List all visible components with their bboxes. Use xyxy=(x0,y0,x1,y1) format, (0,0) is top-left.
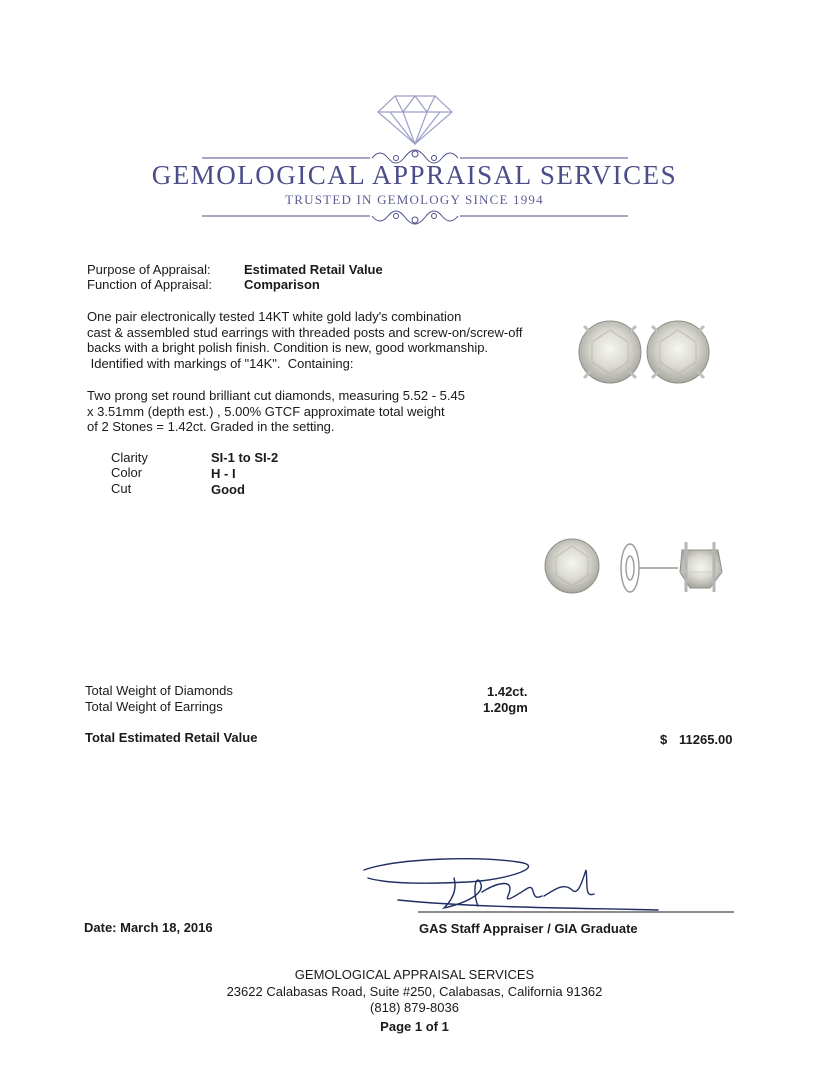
bottom-ornament-icon xyxy=(202,211,628,224)
total-earrings-label: Total Weight of Earrings xyxy=(85,699,223,714)
cut-label: Cut xyxy=(111,481,132,496)
function-label: Function of Appraisal: xyxy=(87,277,213,292)
total-earrings-value: 1.20gm xyxy=(483,700,528,715)
retail-currency: $ xyxy=(660,732,668,747)
diamond-stud-top-view xyxy=(545,539,599,593)
function-value: Comparison xyxy=(244,277,320,292)
purpose-label: Purpose of Appraisal: xyxy=(87,262,211,277)
total-diamonds-label: Total Weight of Diamonds xyxy=(85,683,233,698)
screw-back-icon xyxy=(621,544,678,592)
diamond-stud-right xyxy=(647,321,709,383)
diamond-description xyxy=(87,388,557,435)
clarity-value: SI-1 to SI-2 xyxy=(211,450,279,465)
diamond-stud-left xyxy=(579,321,641,383)
diamond-line: x 3.51mm (depth est.) , 5.00% GTCF approximate total weight xyxy=(87,403,445,419)
description-line: backs with a bright polish finish. Condition is new, good workmanship. xyxy=(87,340,489,356)
footer-address: 23622 Calabasas Road, Suite #250, Calabasas, California 91362 xyxy=(226,984,603,999)
color-label: Color xyxy=(111,465,143,480)
appraiser-title: GAS Staff Appraiser / GIA Graduate xyxy=(419,921,638,936)
item-description xyxy=(87,309,557,371)
diamond-stud-side-view xyxy=(680,542,722,592)
earrings-front-photo xyxy=(570,312,720,392)
footer-phone: (818) 879-8036 xyxy=(370,1000,459,1015)
footer-company: GEMOLOGICAL APPRAISAL SERVICES xyxy=(294,967,535,982)
retail-value-label: Total Estimated Retail Value xyxy=(85,730,258,745)
diamond-icon xyxy=(378,96,452,144)
description-line: One pair electronically tested 14KT white gold lady's combination xyxy=(87,309,462,324)
appraiser-signature xyxy=(358,852,738,922)
cut-value: Good xyxy=(211,482,245,497)
description-line: cast & assembled stud earrings with threaded posts and screw-on/screw-off xyxy=(87,324,523,340)
company-name: GEMOLOGICAL APPRAISAL SERVICES xyxy=(151,160,678,190)
diamond-line: Two prong set round brilliant cut diamonds, measuring 5.52 - 5.45 xyxy=(87,388,465,403)
company-tagline: TRUSTED IN GEMOLOGY SINCE 1994 xyxy=(285,192,544,207)
color-value: H - I xyxy=(211,466,236,481)
diamond-line: of 2 Stones = 1.42ct. Graded in the setting. xyxy=(87,419,335,435)
clarity-label: Clarity xyxy=(111,450,148,465)
appraisal-date: Date: March 18, 2016 xyxy=(84,920,213,935)
total-diamonds-value: 1.42ct. xyxy=(487,684,528,699)
retail-value: 11265.00 xyxy=(679,732,733,747)
purpose-value: Estimated Retail Value xyxy=(244,262,383,277)
page-number: Page 1 of 1 xyxy=(380,1019,449,1034)
description-line: Identified with markings of "14K". Containing: xyxy=(87,355,354,371)
earring-side-photo xyxy=(540,532,732,602)
